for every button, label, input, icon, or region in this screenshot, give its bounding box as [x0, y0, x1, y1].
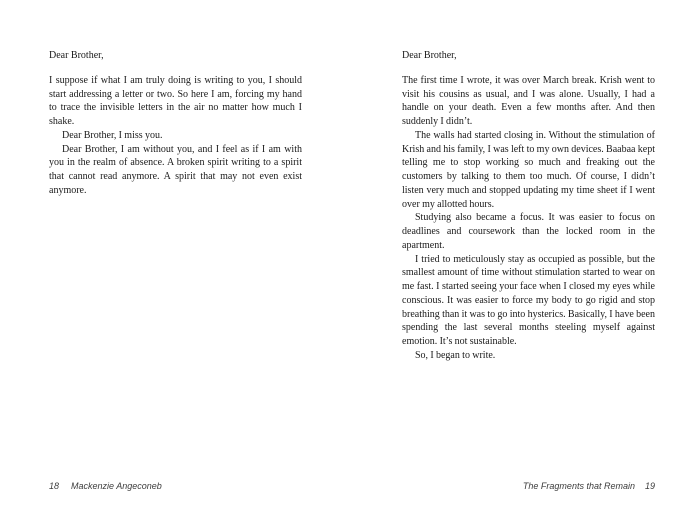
page-number-left: 18 [49, 481, 60, 491]
salutation-right: Dear Brother, [402, 50, 457, 61]
paragraph: Studying also became a focus. It was easier to focus on deadlines and coursework than the locked room in the apartment. [402, 212, 655, 251]
paragraph: Dear Brother, I am without you, and I feel as if I am with you in the realm of absence. A broken spirit writing to a spirit that cannot read anymore. A spirit that may not even exist anymore. [49, 143, 302, 196]
salutation-left: Dear Brother, [49, 50, 104, 61]
page-number-right: 19 [644, 481, 655, 491]
page-left [49, 0, 302, 198]
paragraph: I suppose if what I am truly doing is writing to you, I should start addressing a letter or two. So here I am, forcing my hand to trace the invisible letters in the air no matter how much I shake. [49, 74, 302, 127]
paragraph: I tried to meticulously stay as occupied as possible, but the smallest amount of time without stimulation started to wear on me fast. I started seeing your face when I closed my eyes while conscious. It was easier to force my body to go rigid and stop breathing than it was to go into hysterics. Basically, I have been spending the last several months steeling myself against emotion. It’s not sustainable. [402, 253, 655, 347]
page-body-left [49, 74, 302, 198]
paragraph: The walls had started closing in. Without the stimulation of Krish and his family, I was left to my own devices. Baabaa kept telling me to stop working so much and freaking out the customers by talking to them too much. Of course, I didn’t listen very much and stopped updating my time sheet if I went over my allotted hours. [402, 129, 655, 210]
running-title-book: The Fragments that Remain [522, 481, 635, 491]
footer-left [49, 480, 302, 492]
paragraph: The first time I wrote, it was over March break. Krish went to visit his cousins as usual, and I was alone. Usually, I had a handle on your death. Even a few months after. And then suddenly I didn’t. [402, 74, 655, 127]
footer-right [402, 480, 655, 492]
paragraph: Dear Brother, I miss you. [62, 129, 163, 141]
running-title-author: Mackenzie Angeconeb [71, 481, 162, 491]
page-right [402, 0, 655, 363]
paragraph: So, I began to write. [415, 349, 496, 361]
page-body-right [402, 74, 655, 363]
